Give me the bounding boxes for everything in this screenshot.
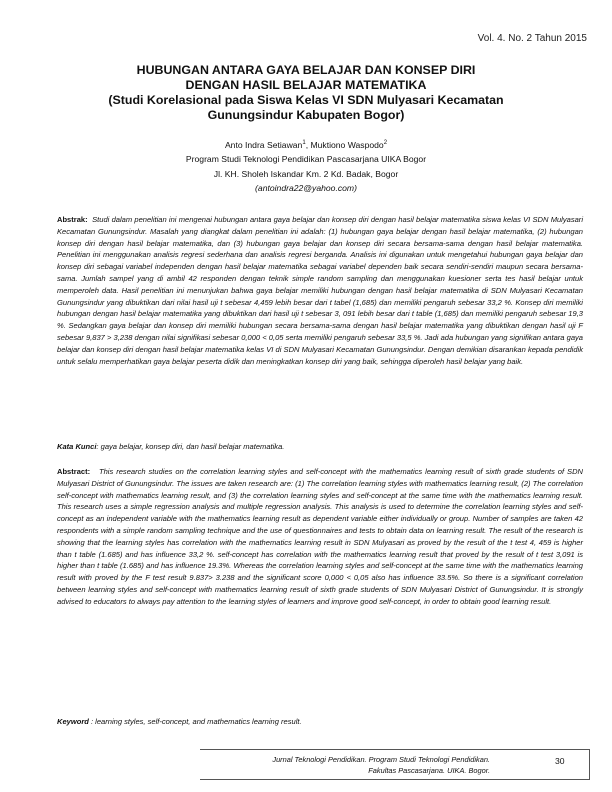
title-line: (Studi Korelasional pada Siswa Kelas VI SDN Mulyasari Kecamatan [108,93,504,107]
volume-info: Vol. 4. No. 2 Tahun 2015 [477,33,587,44]
title-line: Gunungsindur Kabupaten Bogor) [207,108,405,122]
author-names [40,138,572,152]
keywords-indonesian [57,441,583,453]
footer-line: Jurnal Teknologi Pendidikan. Program Studi Teknologi Pendidikan. [272,755,490,764]
author-1-affiliation-mark: 1 [302,140,306,146]
abstract-english [57,466,583,608]
abstract-indonesian [57,214,583,367]
keywords-text: : gaya belajar, konsep diri, dan hasil belajar matematika. [96,442,285,451]
keywords-label: Kata Kunci [57,442,97,451]
footer-line: Fakultas Pascasarjana. UIKA. Bogor. [368,765,490,775]
abstract-label: Abstrak: [57,215,88,224]
abstract-text: This research studies on the correlation learning styles and self-concept with the mathematics learning result of sixth grade students of SDN Mulyasari District of Gunungsindur. The issues are taken research are: (1) The correlation learning styles with mathematics learning result, (2) The correlation self-concept with mathematics learning result, and (3) the correlation learning styles and self-concept at the same time with the mathematics learning result. This research uses a simple regression analysis and multiple regression analysis. This analysis is used to determine the correlation learning styles and self-concept as an independent variable with the mathematics learning result as dependent variable either individually or group. Number of samples are taken 42 respondents with a simple random sampling technique and the use of questionnaires and tests to obtain data on learning result. The result of the research is showing that the learning styles has correlation with the mathematics learning result in SDN Mulyasari as proved by the result of the t test 4, 459 is higher than t table (1.685) and has influence 33,2 %. self-concept has correlation with the mathematics learning result that proved by the result of t test 3,091 is higher than t table (1.685) and has influence 19.3%. Whereas the correlation learning styles and self-concept at the same time with the mathematics learning result with proved by the F test result 9.837> 3.238 and the significant score 0,000 < 0,05 also has influence 33.5%. So there is a significant correlation between learning styles and self-concept with mathematics learning result of sixth grade students of SDN Mulyasari District of Gunungsindur. It is strongly advised to educators to always pay attention to the learning styles of learners and improve good self-concept, in order to obtain good learning result. [57,467,583,606]
abstract-label: Abstract: [57,467,91,476]
email: (antoindra22@yahoo.com) [255,182,357,193]
title-line: HUBUNGAN ANTARA GAYA BELAJAR DAN KONSEP DIRI [136,63,476,77]
footer-journal-info [230,755,490,776]
author-block [40,138,572,195]
paper-title [40,63,572,123]
keywords-english [57,716,583,728]
author-2: Muktiono Waspodo [310,140,384,150]
keywords-label: Keyword [57,717,89,726]
keywords-text: : learning styles, self-concept, and mathematics learning result. [90,717,302,726]
author-separator: , [305,140,311,150]
page-number: 30 [555,756,565,766]
author-1: Anto Indra Setiawan [224,140,303,150]
affiliation: Program Studi Teknologi Pendidikan Pascasarjana UIKA Bogor [185,154,427,165]
author-2-affiliation-mark: 2 [383,140,388,146]
title-line: DENGAN HASIL BELAJAR MATEMATIKA [185,78,427,92]
abstract-text: Studi dalam penelitian ini mengenai hubungan antara gaya belajar dan konsep diri dengan hasil belajar matematika siswa kelas VI SDN Mulyasari Kecamatan Gunungsindur. Masalah yang diangkat dalam penelitian ini adalah: (1) hubungan gaya belajar dengan hasil belajar matematika, (2) hubungan konsep diri dengan hasil belajar matematika, dan (3) hubungan gaya belajar dan konsep diri secara bersama-sama dengan hasil belajar matematika. Penelitian ini menggunakan analisis regresi sederhana dan analisis regresi berganda. Analisis ini digunakan untuk mengetahui hubungan gaya belajar dan konsep diri sebagai variabel independen dengan hasil belajar matematika sebagai variabel dependen baik secara sendiri-sendiri maupun secara bersama-sama. Jumlah sampel yang di ambil 42 responden dengan teknik simple random sampling dan menggunakan kuesioner serta tes hasil belajar untuk memperoleh data. Hasil penelitian ini menunjukan bahwa gaya belajar memiliki hubungan dengan hasil belajar matematika di SDN Mulyasari Kecamatan Gunungsindur yang dibuktikan dari nilai hasil uji t sebesar 4,459 lebih besar dari t tabel (1,685) dan memiliki pengaruh sebesar 33,2 %. Konsep diri memiliki hubungan dengan hasil belajar matematika yang dibuktikan dari hasil uji t sebesar 3, 091 lebih besar dari t table (1,685) dan memiliki pengaruh sebesar 19,3 %. Sedangkan gaya belajar dan konsep diri memiliki hubungan secara bersama-sama dengan hasil belajar matematika yang dibuktikan dengan hasil uji F sebesar 9,837 > 3,238 dengan nilai signifikasi sebesar 0,000 < 0,05 serta memiliki pengaruh sebesar 33,5 %. Jadi ada hubungan yang signifikan antara gaya belajar dan konsep diri dengan hasil belajar matematika kelas VI di SDN Mulyasari Kecamatan Gunungsindur. Dengan demikian disarankan kepada pendidik untuk selalu memperhatikan gaya belajar peserta didik dan meningkatkan konsep diri yang baik, sehingga diperoleh hasil belajar yang baik. [57,215,583,366]
address: Jl. KH. Sholeh Iskandar Km. 2 Kd. Badak, Bogor [213,168,399,179]
